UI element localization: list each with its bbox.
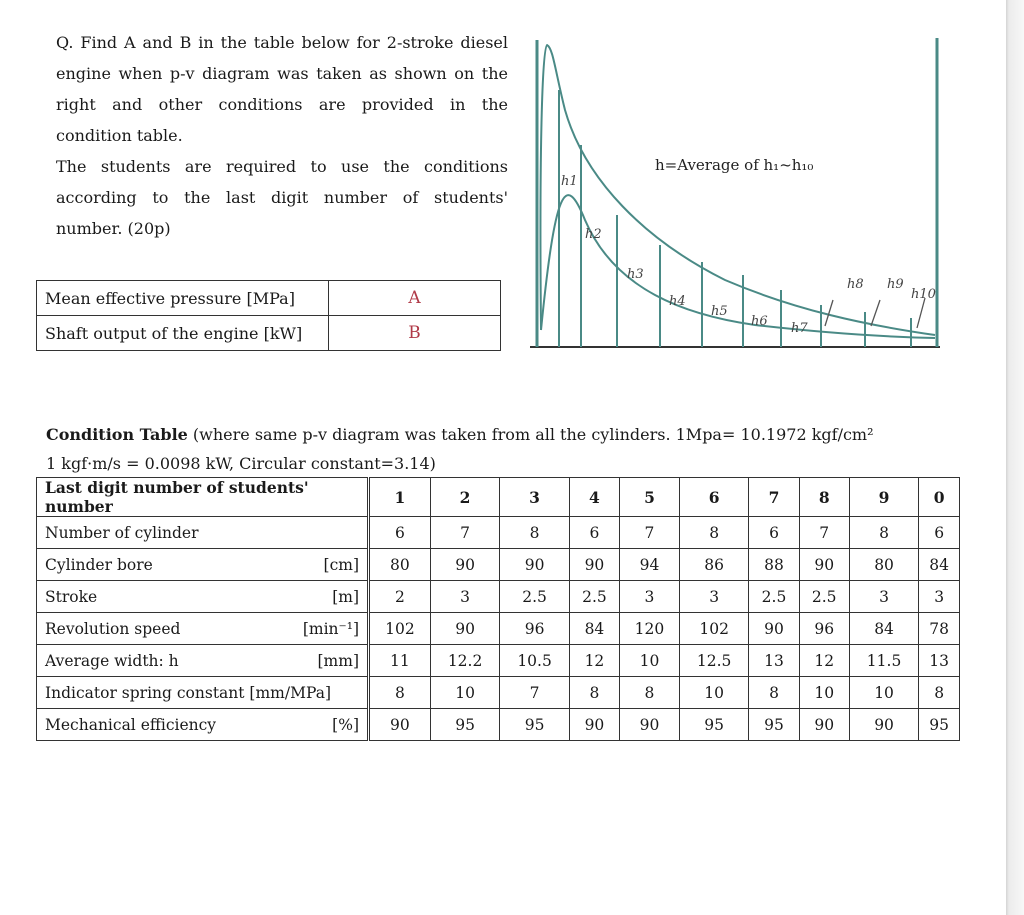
table-cell: 10 xyxy=(620,645,680,677)
expansion-curve xyxy=(540,45,935,335)
question-line: condition table. xyxy=(56,126,183,145)
table-cell: 84 xyxy=(569,613,619,645)
table-row xyxy=(37,517,960,549)
table-cell: 3 xyxy=(430,581,500,613)
condition-table xyxy=(36,477,960,741)
table-cell: 12 xyxy=(569,645,619,677)
table-cell: 80 xyxy=(369,549,431,581)
row-unit: [cm] xyxy=(323,555,359,574)
table-cell: 90 xyxy=(369,709,431,741)
table-row xyxy=(37,709,960,741)
h-label: h6 xyxy=(751,314,768,329)
row-label xyxy=(37,613,369,645)
table-cell: 2.5 xyxy=(799,581,849,613)
table-cell: 7 xyxy=(430,517,500,549)
table-cell: 12 xyxy=(799,645,849,677)
row-label xyxy=(37,581,369,613)
table-cell: 8 xyxy=(679,517,749,549)
table-cell: 94 xyxy=(620,549,680,581)
table-cell: 84 xyxy=(849,613,919,645)
table-cell: 8 xyxy=(369,677,431,709)
table-cell: 84 xyxy=(919,549,960,581)
condition-title: Condition Table xyxy=(46,425,188,444)
pointer-h10 xyxy=(917,298,925,328)
row-label-text: Stroke xyxy=(45,587,98,606)
table-cell: 8 xyxy=(620,677,680,709)
table-cell: 8 xyxy=(500,517,570,549)
table-cell: 102 xyxy=(369,613,431,645)
row-unit: [mm] xyxy=(317,651,359,670)
table-cell: 96 xyxy=(500,613,570,645)
pointer-h8 xyxy=(825,300,833,326)
digit-header: 5 xyxy=(620,478,680,517)
table-cell: 11.5 xyxy=(849,645,919,677)
table-cell: 3 xyxy=(919,581,960,613)
table-cell: 95 xyxy=(749,709,799,741)
row-label xyxy=(37,677,369,709)
condition-caption-line2: 1 kgf·m/s = 0.0098 kW, Circular constant=3.14) xyxy=(46,454,436,473)
table-cell: 95 xyxy=(430,709,500,741)
question-line: Q. Find A and B in the table below for 2-stroke diesel xyxy=(56,33,508,52)
h-label: h4 xyxy=(669,294,686,309)
table-row xyxy=(37,549,960,581)
question-line: engine when p-v diagram was taken as shown on the xyxy=(56,64,508,83)
table-cell: 3 xyxy=(620,581,680,613)
table-row xyxy=(37,281,501,316)
table-cell: 90 xyxy=(749,613,799,645)
table-cell: 80 xyxy=(849,549,919,581)
table-cell: 2.5 xyxy=(500,581,570,613)
table-cell: 6 xyxy=(749,517,799,549)
table-cell: 11 xyxy=(369,645,431,677)
table-cell: 6 xyxy=(569,517,619,549)
table-row xyxy=(37,581,960,613)
table-cell: 2.5 xyxy=(569,581,619,613)
compression-curve xyxy=(541,195,935,338)
table-cell: 12.5 xyxy=(679,645,749,677)
digit-header: 3 xyxy=(500,478,570,517)
header-label: Last digit number of students' number xyxy=(37,478,369,517)
table-cell: 90 xyxy=(849,709,919,741)
table-cell: 8 xyxy=(919,677,960,709)
table-cell: 88 xyxy=(749,549,799,581)
question-line: number. (20p) xyxy=(56,219,171,238)
pv-diagram xyxy=(525,30,950,355)
table-cell: 8 xyxy=(569,677,619,709)
table-cell: 2.5 xyxy=(749,581,799,613)
table-cell: 78 xyxy=(919,613,960,645)
condition-caption-text: (where same p-v diagram was taken from all the cylinders. 1Mpa= 10.1972 kgf/cm² xyxy=(187,425,874,444)
page-edge-shadow xyxy=(1006,0,1024,915)
table-row xyxy=(37,677,960,709)
answer-table xyxy=(36,280,501,351)
table-cell: 95 xyxy=(500,709,570,741)
h-label: h5 xyxy=(711,304,728,319)
digit-header: 0 xyxy=(919,478,960,517)
table-cell: 12.2 xyxy=(430,645,500,677)
table-cell: 10 xyxy=(679,677,749,709)
table-cell: 8 xyxy=(749,677,799,709)
digit-header: 6 xyxy=(679,478,749,517)
table-cell: 13 xyxy=(919,645,960,677)
pointer-h9 xyxy=(871,300,880,326)
table-cell: 7 xyxy=(620,517,680,549)
table-cell: 8 xyxy=(849,517,919,549)
table-cell: 96 xyxy=(799,613,849,645)
table-cell: 10 xyxy=(849,677,919,709)
table-cell: 7 xyxy=(799,517,849,549)
row-label-text: Mechanical efficiency xyxy=(45,715,217,734)
digit-header: 8 xyxy=(799,478,849,517)
table-row xyxy=(37,645,960,677)
table-cell: 7 xyxy=(500,677,570,709)
table-header-row xyxy=(37,478,960,517)
row-label xyxy=(37,549,369,581)
digit-header: 4 xyxy=(569,478,619,517)
digit-header: 1 xyxy=(369,478,431,517)
table-cell: 90 xyxy=(430,613,500,645)
answer-label: Shaft output of the engine [kW] xyxy=(37,316,329,351)
row-label xyxy=(37,709,369,741)
table-cell: 102 xyxy=(679,613,749,645)
row-label-text: Average width: h xyxy=(45,651,179,670)
answer-label: Mean effective pressure [MPa] xyxy=(37,281,329,316)
table-cell: 95 xyxy=(919,709,960,741)
table-cell: 90 xyxy=(500,549,570,581)
question-line: according to the last digit number of students' xyxy=(56,188,508,207)
h-label: h9 xyxy=(887,277,904,292)
table-cell: 2 xyxy=(369,581,431,613)
digit-header: 9 xyxy=(849,478,919,517)
table-cell: 90 xyxy=(799,549,849,581)
row-label-text: Cylinder bore xyxy=(45,555,153,574)
table-cell: 86 xyxy=(679,549,749,581)
question-text xyxy=(56,27,508,244)
table-cell: 13 xyxy=(749,645,799,677)
question-line: The students are required to use the conditions xyxy=(56,157,508,176)
condition-caption xyxy=(46,420,946,478)
table-cell: 6 xyxy=(919,517,960,549)
answer-value: A xyxy=(329,281,501,316)
digit-header: 7 xyxy=(749,478,799,517)
row-label xyxy=(37,645,369,677)
table-row xyxy=(37,316,501,351)
table-cell: 3 xyxy=(849,581,919,613)
row-label-text: Indicator spring constant [mm/MPa] xyxy=(45,683,331,702)
average-label: h=Average of h₁~h₁₀ xyxy=(655,156,814,174)
h-label: h1 xyxy=(561,174,578,189)
table-cell: 10 xyxy=(430,677,500,709)
row-label xyxy=(37,517,369,549)
h-label: h2 xyxy=(585,227,602,242)
table-cell: 90 xyxy=(569,549,619,581)
table-cell: 120 xyxy=(620,613,680,645)
table-cell: 3 xyxy=(679,581,749,613)
row-unit: [m] xyxy=(332,587,359,606)
row-unit: [min⁻¹] xyxy=(302,619,359,638)
h-label: h8 xyxy=(847,277,864,292)
h-label: h7 xyxy=(791,321,808,336)
question-line: right and other conditions are provided in the xyxy=(56,95,508,114)
row-label-text: Number of cylinder xyxy=(45,523,199,542)
table-cell: 90 xyxy=(430,549,500,581)
h-label: h3 xyxy=(627,267,644,282)
row-unit: [%] xyxy=(332,715,359,734)
digit-header: 2 xyxy=(430,478,500,517)
table-cell: 6 xyxy=(369,517,431,549)
row-label-text: Revolution speed xyxy=(45,619,181,638)
h-label: h10 xyxy=(911,287,936,302)
table-row xyxy=(37,613,960,645)
answer-value: B xyxy=(329,316,501,351)
table-cell: 10.5 xyxy=(500,645,570,677)
table-cell: 95 xyxy=(679,709,749,741)
table-cell: 90 xyxy=(620,709,680,741)
table-cell: 90 xyxy=(569,709,619,741)
table-cell: 10 xyxy=(799,677,849,709)
table-cell: 90 xyxy=(799,709,849,741)
